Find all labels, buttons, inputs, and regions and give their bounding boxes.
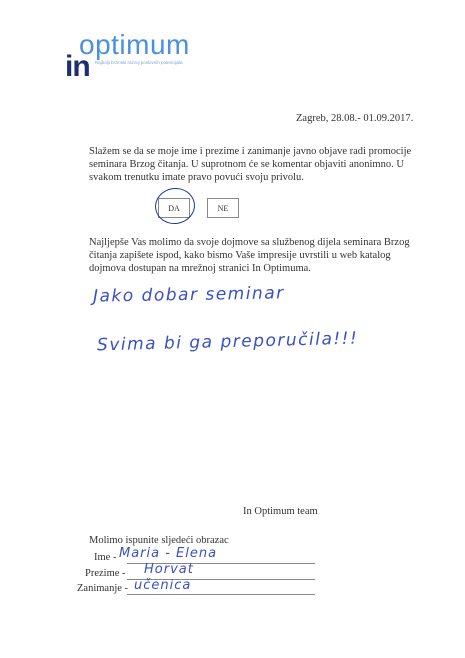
signoff-team: In Optimum team xyxy=(243,506,318,517)
last-name-label: Prezime - xyxy=(85,568,126,579)
logo-in-text: in xyxy=(65,50,90,83)
last-name-value[interactable]: Horvat xyxy=(144,562,194,577)
occupation-line xyxy=(127,594,315,595)
occupation-label: Zanimanje - xyxy=(77,583,129,594)
consent-paragraph: Slažem se da se moje ime i prezime i zanimanje javno objave radi promocije seminara Brzog čitanja. U suprotnom će se komentar objaviti anonimno. U svakom trenutku imate pravo povući svoju privolu. xyxy=(89,146,412,183)
logo-tagline: Najbolji brzinski razvoj poslovnih potencijala xyxy=(95,60,183,65)
feedback-request-paragraph: Najljepše Vas molimo da svoje dojmove sa službenog dijela seminara Brzog čitanja zapišete ispod, kako bismo Vaše impresije uvrstili u web katalog dojmova dostupan na mrežnoj stranici In Optimuma. xyxy=(89,237,410,274)
occupation-value[interactable]: učenica xyxy=(134,578,192,593)
date-location: Zagreb, 28.08.- 01.09.2017. xyxy=(296,113,414,124)
in-optimum-logo xyxy=(65,30,265,82)
selection-circle-mark xyxy=(153,185,198,226)
first-name-value[interactable]: Maria - Elena xyxy=(119,546,218,561)
logo-optimum-text: optimum xyxy=(79,29,190,60)
handwritten-feedback-line-1: Jako dobar seminar xyxy=(92,283,285,307)
form-title: Molimo ispunite sljedeći obrazac xyxy=(89,535,229,546)
first-name-label: Ime - xyxy=(94,552,117,563)
option-no-box[interactable]: NE xyxy=(207,198,239,218)
handwritten-feedback-line-2: Svima bi ga preporučila!!! xyxy=(96,328,359,356)
option-yes-box[interactable]: DA xyxy=(158,198,190,218)
